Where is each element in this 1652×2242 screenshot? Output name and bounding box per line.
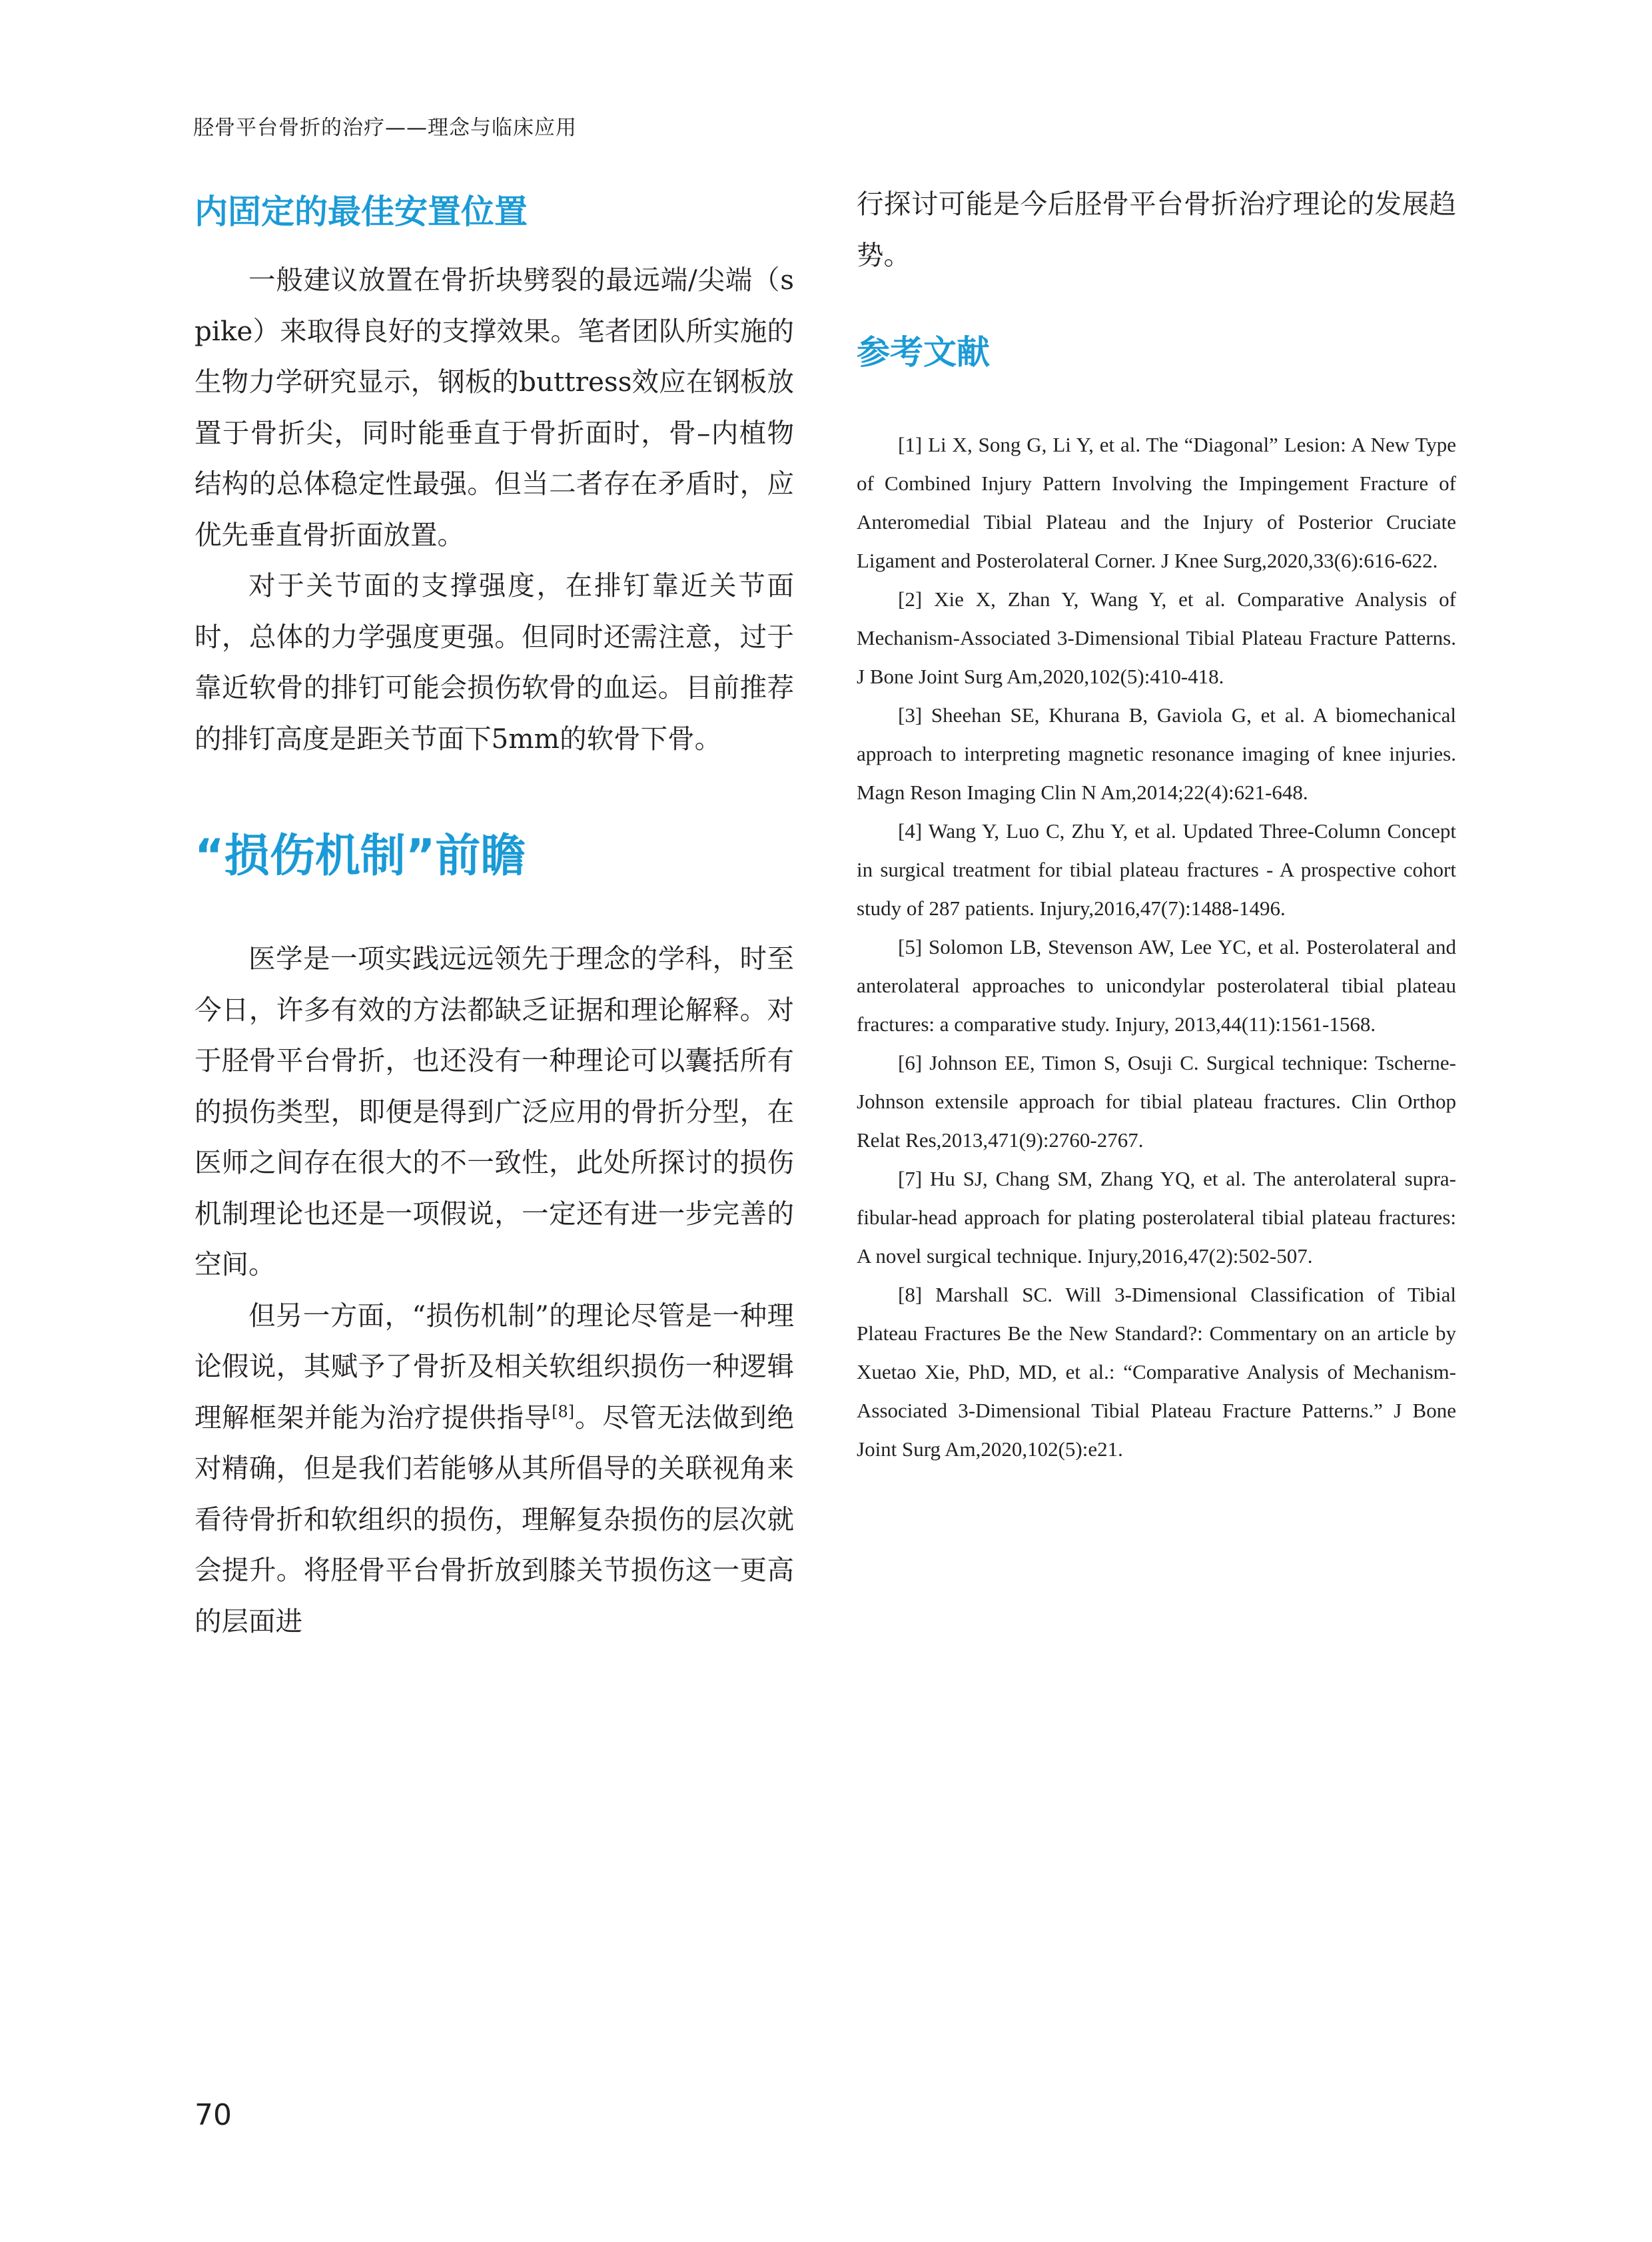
right-column [857,179,1456,1469]
page-number: 70 [195,2098,232,2132]
reference-list [857,426,1456,1469]
reference-item: [7] Hu SJ, Chang SM, Zhang YQ, et al. The anterolateral supra-fibular-head approach for plating posterolateral tibial plateau fractures: A novel surgical technique. Injury,2016,47(2):502-507. [857,1167,1456,1268]
body-paragraph-continuation: 行探讨可能是今后胫骨平台骨折治疗理论的发展趋势。 [857,188,1456,271]
left-column [195,179,794,1647]
body-paragraph [195,1290,794,1647]
paragraph-text: 。尽管无法做到绝对精确，但是我们若能够从其所倡导的关联视角来看待骨折和软组织的损伤，理解复杂损伤的层次就会提升。将胫骨平台骨折放到膝关节损伤这一更高的层面进 [195,1401,795,1637]
section-heading-injury-mechanism: “损伤机制”前瞻 [195,830,526,883]
reference-item: [6] Johnson EE, Timon S, Osuji C. Surgical technique: Tscherne-Johnson extensile approach for tibial plateau fractures. Clin Orthop Relat Res,2013,471(9):2760-2767. [857,1051,1456,1152]
body-paragraph: 对于关节面的支撑强度，在排钉靠近关节面时，总体的力学强度更强。但同时还需注意，过于靠近软骨的排钉可能会损伤软骨的血运。目前推荐的排钉高度是距关节面下5mm的软骨下骨。 [195,569,794,755]
body-paragraph: 医学是一项实践远远领先于理念的学科，时至今日，许多有效的方法都缺乏证据和理论解释。对于胫骨平台骨折，也还没有一种理论可以囊括所有的损伤类型，即便是得到广泛应用的骨折分型，在医师之间存在很大的不一致性，此处所探讨的损伤机制理论也还是一项假说，一定还有进一步完善的空间。 [195,942,794,1280]
reference-item: [3] Sheehan SE, Khurana B, Gaviola G, et al. A biomechanical approach to interpreting magnetic resonance imaging of knee injuries. Magn Reson Imaging Clin N Am,2014;22(4):621-648. [857,703,1456,804]
reference-item: [2] Xie X, Zhan Y, Wang Y, et al. Comparative Analysis of Mechanism-Associated 3-Dimensional Tibial Plateau Fracture Patterns. J Bone Joint Surg Am,2020,102(5):410-418. [857,587,1456,688]
citation-superscript: [8] [552,1402,575,1421]
references-heading: 参考文献 [857,333,990,372]
reference-item: [8] Marshall SC. Will 3-Dimensional Classification of Tibial Plateau Fractures Be the New Standard?: Commentary on an article by Xuetao Xie, PhD, MD, et al.: “Comparative Analysis of Mechanism-Associated 3-Dimensional Tibial Plateau Fracture Patterns.” J Bone Joint Surg Am,2020,102(5):e21. [857,1283,1456,1461]
reference-item: [1] Li X, Song G, Li Y, et al. The “Diagonal” Lesion: A New Type of Combined Injury Pattern Involving the Impingement Fracture of Anteromedial Tibial Plateau and the Injury of Posterior Cruciate Ligament and Posterolateral Corner. J Knee Surg,2020,33(6):616-622. [857,433,1456,572]
paragraph-text: 但另一方面，“损伤机制”的理论尽管是一种理论假说，其赋予了骨折及相关软组织损伤一种逻辑理解框架并能为治疗提供指导 [195,1299,794,1433]
running-header: 胫骨平台骨折的治疗——理念与临床应用 [193,116,577,140]
reference-item: [5] Solomon LB, Stevenson AW, Lee YC, et al. Posterolateral and anterolateral approaches to unicondylar posterolateral tibial plateau fractures: a comparative study. Injury, 2013,44(11):1561-1568. [857,935,1456,1036]
body-paragraph: 一般建议放置在骨折块劈裂的最远端/尖端（spike）来取得良好的支撑效果。笔者团队所实施的生物力学研究显示，钢板的buttress效应在钢板放置于骨折尖，同时能垂直于骨折面时，骨–内植物结构的总体稳定性最强。但当二者存在矛盾时，应优先垂直骨折面放置。 [195,264,794,551]
reference-item: [4] Wang Y, Luo C, Zhu Y, et al. Updated Three-Column Concept in surgical treatment for tibial plateau fractures - A prospective cohort study of 287 patients. Injury,2016,47(7):1488-1496. [857,819,1456,920]
section-heading-fixation-position: 内固定的最佳安置位置 [195,192,528,231]
